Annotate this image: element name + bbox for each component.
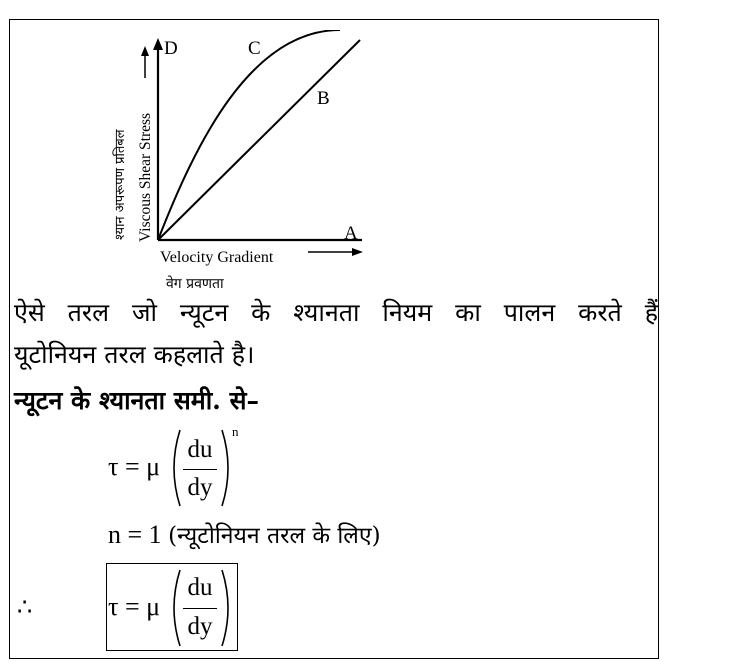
label-a: A <box>344 223 358 244</box>
eq1-right-paren <box>220 428 234 508</box>
therefore-symbol: ∴ <box>17 593 33 621</box>
y-label-arrowhead <box>141 46 149 56</box>
label-b: B <box>317 88 330 109</box>
newtonian-definition-line1: ऐसे तरल जो न्यूटन के श्यानता नियम का पालन करते हैं <box>14 298 658 327</box>
newtonian-condition <box>108 518 381 550</box>
eq2-numerator: du <box>187 574 213 601</box>
curve-c <box>158 30 340 240</box>
eq1-fraction-bar <box>183 469 217 470</box>
condition-value: n = 1 <box>108 520 162 549</box>
eq2-right-paren <box>220 568 234 648</box>
x-axis-label-en: Velocity Gradient <box>160 249 274 266</box>
eq1-lhs: τ = μ <box>108 452 161 481</box>
condition-note: (न्यूटोनियन तरल के लिए) <box>168 523 381 549</box>
line-b <box>158 40 360 240</box>
newtonian-definition-line2: यूटोनियन तरल कहलाते है। <box>14 340 255 369</box>
eq1-denominator: dy <box>187 474 213 501</box>
label-c: C <box>248 38 261 59</box>
y-axis-label-en: Viscous Shear Stress <box>137 112 154 242</box>
eq2-lhs: τ = μ <box>108 592 161 621</box>
eq1-numerator: du <box>187 436 213 463</box>
shear-stress-graph <box>100 30 380 300</box>
eq2-denominator: dy <box>187 613 213 640</box>
section-heading: न्यूटन के श्यानता समी. से– <box>14 386 259 415</box>
eq2-fraction-bar <box>183 608 217 609</box>
y-axis-arrowhead <box>153 38 163 50</box>
x-label-arrowhead <box>352 248 363 256</box>
label-d: D <box>164 38 178 59</box>
y-axis-label-hindi: श्यान अपरूपण प्रतिबल <box>113 129 128 240</box>
eq1-exponent: n <box>232 424 239 439</box>
x-axis-label-hindi: वेग प्रवणता <box>166 276 224 292</box>
